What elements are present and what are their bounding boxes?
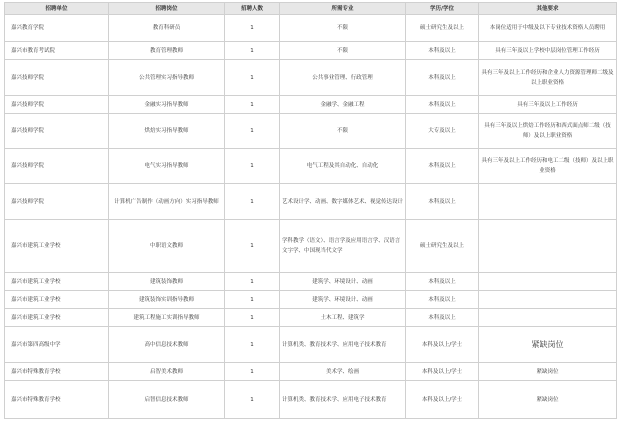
table-row (5, 363, 617, 381)
cell-major: 土木工程、建筑学 (280, 309, 406, 327)
cell-requirements (479, 273, 617, 291)
cell-post: 电气实习指导教师 (109, 149, 225, 184)
cell-count: 1 (225, 96, 280, 114)
cell-post: 教育管理教师 (109, 42, 225, 60)
cell-education: 本科及以上/学士 (406, 363, 479, 381)
cell-major: 美术学、绘画 (280, 363, 406, 381)
cell-education: 硕士研究生及以上 (406, 15, 479, 42)
cell-post: 烘焙实习指导教师 (109, 114, 225, 149)
cell-count: 1 (225, 273, 280, 291)
table-row (5, 273, 617, 291)
cell-education: 本科及以上/学士 (406, 327, 479, 363)
cell-major: 计算机类、教育技术学、应用电子技术教育 (280, 381, 406, 419)
cell-unit: 嘉兴市特殊教育学校 (5, 381, 109, 419)
cell-count: 1 (225, 60, 280, 96)
cell-count: 1 (225, 42, 280, 60)
table-row (5, 291, 617, 309)
cell-unit: 嘉兴市建筑工业学校 (5, 220, 109, 273)
cell-requirements (479, 291, 617, 309)
cell-count: 1 (225, 149, 280, 184)
cell-post: 建筑装饰实训指导教师 (109, 291, 225, 309)
cell-education: 本科及以上 (406, 96, 479, 114)
table-row (5, 60, 617, 96)
cell-education: 本科及以上 (406, 42, 479, 60)
cell-unit: 嘉兴市建筑工业学校 (5, 309, 109, 327)
table-row (5, 184, 617, 220)
cell-requirements: 具有三年及以上烘焙工作经历和西式面点师二级（技师）及以上职业资格 (479, 114, 617, 149)
cell-education: 本科及以上 (406, 149, 479, 184)
cell-education: 本科及以上 (406, 184, 479, 220)
cell-education: 本科及以上 (406, 291, 479, 309)
table-row (5, 42, 617, 60)
cell-major: 计算机类、教育技术学、应用电子技术教育 (280, 327, 406, 363)
cell-count: 1 (225, 327, 280, 363)
cell-education: 本科及以上 (406, 309, 479, 327)
cell-post: 启智美术教师 (109, 363, 225, 381)
cell-unit: 嘉兴技师学院 (5, 184, 109, 220)
cell-count: 1 (225, 381, 280, 419)
cell-requirements: 具有三年及以上学校中层岗位管理工作经历 (479, 42, 617, 60)
cell-major: 艺术设计学、动画、数字媒体艺术、视觉传达设计 (280, 184, 406, 220)
cell-unit: 嘉兴技师学院 (5, 60, 109, 96)
cell-requirements: 本岗位适用于中级及以下专业技术资格人员聘用 (479, 15, 617, 42)
header-education: 学历/学位 (406, 3, 479, 15)
cell-education: 本科及以上/学士 (406, 381, 479, 419)
table-row (5, 15, 617, 42)
cell-requirements (479, 309, 617, 327)
table-row (5, 96, 617, 114)
header-count: 招聘人数 (225, 3, 280, 15)
cell-unit: 嘉兴技师学院 (5, 114, 109, 149)
cell-count: 1 (225, 363, 280, 381)
cell-major: 不限 (280, 42, 406, 60)
cell-requirements (479, 220, 617, 273)
cell-post: 高中信息技术教师 (109, 327, 225, 363)
cell-unit: 嘉兴市教育考试院 (5, 42, 109, 60)
header-major: 所需专业 (280, 3, 406, 15)
cell-major: 公共事业管理、行政管理 (280, 60, 406, 96)
cell-requirements: 紧缺岗位 (479, 327, 617, 363)
cell-count: 1 (225, 114, 280, 149)
cell-count: 1 (225, 309, 280, 327)
cell-post: 教育科研员 (109, 15, 225, 42)
cell-education: 本科及以上 (406, 273, 479, 291)
cell-count: 1 (225, 291, 280, 309)
cell-post: 中职语文教师 (109, 220, 225, 273)
cell-post: 计算机广告制作（动画方向）实习指导教师 (109, 184, 225, 220)
table-row (5, 309, 617, 327)
cell-count: 1 (225, 220, 280, 273)
cell-post: 公共管理实习指导教师 (109, 60, 225, 96)
cell-unit: 嘉兴市第四高级中学 (5, 327, 109, 363)
cell-education: 本科及以上 (406, 60, 479, 96)
cell-unit: 嘉兴市特殊教育学校 (5, 363, 109, 381)
cell-count: 1 (225, 184, 280, 220)
table-row (5, 220, 617, 273)
cell-education: 硕士研究生及以上 (406, 220, 479, 273)
table-row (5, 149, 617, 184)
table-row (5, 381, 617, 419)
cell-post: 建筑装饰教师 (109, 273, 225, 291)
cell-post: 建筑工程施工实训指导教师 (109, 309, 225, 327)
cell-major: 学科教学（语文）、语言学及应用语言学、汉语言文字学、中国现当代文学 (280, 220, 406, 273)
table-row (5, 114, 617, 149)
header-post: 招聘岗位 (109, 3, 225, 15)
recruitment-table (4, 2, 617, 419)
recruitment-table-container (4, 2, 616, 419)
cell-unit: 嘉兴市建筑工业学校 (5, 291, 109, 309)
cell-education: 大专及以上 (406, 114, 479, 149)
cell-major: 建筑学、环境设计、动画 (280, 291, 406, 309)
cell-unit: 嘉兴教育学院 (5, 15, 109, 42)
header-requirements: 其他要求 (479, 3, 617, 15)
cell-unit: 嘉兴技师学院 (5, 149, 109, 184)
cell-unit: 嘉兴技师学院 (5, 96, 109, 114)
cell-major: 不限 (280, 15, 406, 42)
header-row (5, 3, 617, 15)
header-unit: 招聘单位 (5, 3, 109, 15)
cell-requirements (479, 184, 617, 220)
cell-post: 启智信息技术教师 (109, 381, 225, 419)
cell-requirements: 紧缺岗位 (479, 363, 617, 381)
cell-unit: 嘉兴市建筑工业学校 (5, 273, 109, 291)
cell-major: 不限 (280, 114, 406, 149)
cell-requirements: 紧缺岗位 (479, 381, 617, 419)
cell-requirements: 具有三年及以上工作经历和电工二级（技师）及以上职业资格 (479, 149, 617, 184)
cell-requirements: 具有三年及以上工作经历 (479, 96, 617, 114)
cell-major: 金融学、金融工程 (280, 96, 406, 114)
cell-major: 建筑学、环境设计、动画 (280, 273, 406, 291)
cell-requirements: 具有三年及以上工作经历和企业人力资源管理师二级及以上职业资格 (479, 60, 617, 96)
cell-post: 金融实习指导教师 (109, 96, 225, 114)
cell-count: 1 (225, 15, 280, 42)
cell-major: 电气工程及其自动化、自动化 (280, 149, 406, 184)
table-row (5, 327, 617, 363)
